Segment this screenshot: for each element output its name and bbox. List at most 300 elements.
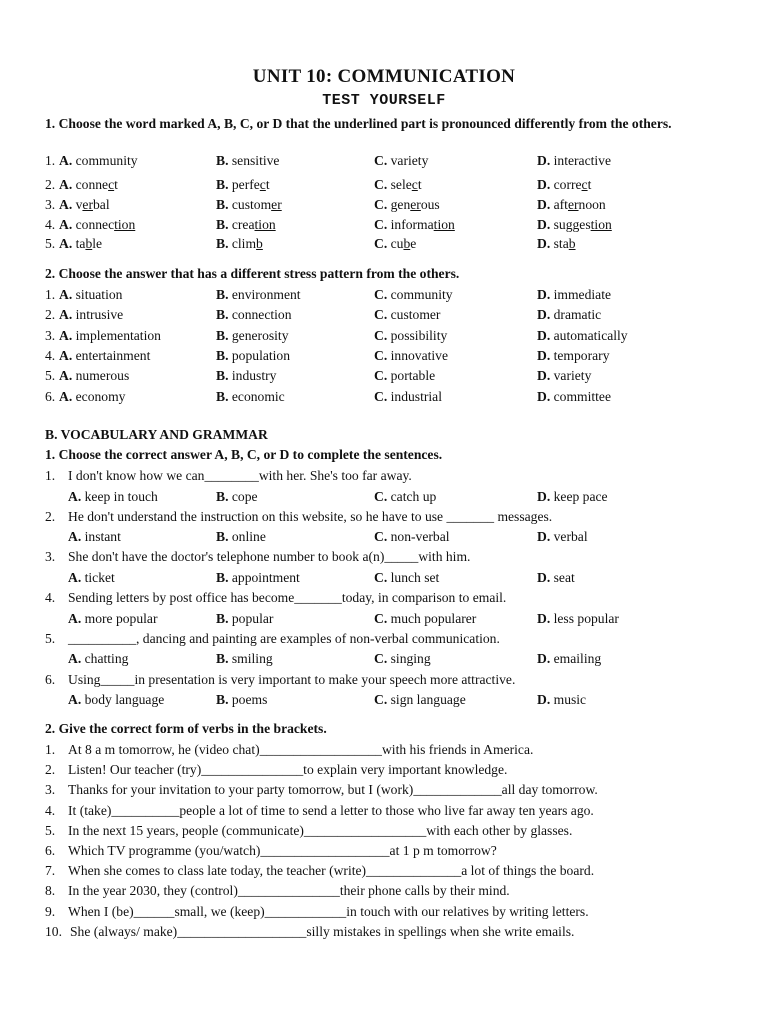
option-text: sensitive <box>231 153 280 168</box>
answer-option <box>216 691 267 709</box>
option-text: bal <box>92 197 110 212</box>
option-text: perfe <box>231 177 260 192</box>
option-text: automatically <box>553 327 628 343</box>
question-sentence <box>45 903 745 921</box>
answer-option <box>59 152 138 170</box>
option-letter: B. <box>216 327 229 343</box>
option-text: connec <box>75 217 115 232</box>
answer-option <box>216 569 300 587</box>
option-text: situation <box>75 287 123 302</box>
option-letter: C. <box>374 153 388 168</box>
question-sentence <box>45 467 745 485</box>
option-text: corre <box>553 177 582 192</box>
option-text: customer <box>390 307 441 323</box>
option-text: aft <box>553 197 568 212</box>
option-text: t <box>265 177 270 192</box>
option-letter: A. <box>59 347 73 363</box>
option-letter: B. <box>216 569 229 585</box>
answer-option <box>374 488 436 506</box>
page-subtitle: TEST YOURSELF <box>322 92 446 109</box>
answer-option <box>59 216 135 234</box>
option-letter: C. <box>374 529 388 545</box>
answer-option <box>537 327 628 345</box>
question-number: 3. <box>45 782 56 798</box>
question-number: 4. <box>45 217 56 232</box>
question-sentence <box>45 822 745 840</box>
answer-option <box>374 367 435 385</box>
question-number: 3. <box>45 197 56 212</box>
question-number: 5. <box>45 630 56 646</box>
option-text: sugges <box>553 217 591 232</box>
answer-option <box>374 610 476 628</box>
question-text: It (take)__________people a lot of time to send a letter to those who live far away ten years ago. <box>68 802 594 818</box>
question-text: Which TV programme (you/watch)___________________at 1 p m tomorrow? <box>68 843 497 858</box>
option-letter: A. <box>59 153 73 168</box>
question-text: In the year 2030, they (control)_______________their phone calls by their mind. <box>68 883 510 899</box>
underlined-part: tion <box>254 217 276 232</box>
option-text: cu <box>390 236 404 251</box>
option-text: ous <box>420 197 440 212</box>
question-number: 5. <box>45 822 56 838</box>
option-text: environment <box>231 287 301 302</box>
option-text: chatting <box>84 651 129 667</box>
option-text: sta <box>553 236 569 251</box>
section-b-heading: B. VOCABULARY AND GRAMMAR <box>45 427 268 442</box>
option-text: more popular <box>84 610 158 626</box>
option-text: ta <box>75 236 86 251</box>
answer-option <box>374 650 431 668</box>
section-b1-heading: 1. Choose the correct answer A, B, C, or D to complete the sentences. <box>45 447 443 462</box>
answer-option <box>374 528 450 546</box>
question-number: 2. <box>45 177 56 192</box>
option-text: portable <box>390 368 436 384</box>
option-letter: C. <box>374 307 388 323</box>
answer-option <box>374 286 453 304</box>
answer-option <box>216 286 301 304</box>
answer-option <box>216 347 290 365</box>
option-text: seat <box>553 569 575 585</box>
option-letter: D. <box>537 307 551 323</box>
option-text: gen <box>390 197 411 212</box>
options-row <box>45 610 745 628</box>
answer-option <box>374 327 447 345</box>
option-letter: B. <box>216 177 229 192</box>
answer-option <box>537 367 591 385</box>
underlined-part: c <box>108 177 115 192</box>
option-letter: C. <box>374 347 388 363</box>
option-text: keep pace <box>553 488 608 504</box>
option-letter: A. <box>59 368 73 384</box>
options-row <box>45 691 745 709</box>
options-row <box>45 488 745 506</box>
option-text: much popularer <box>390 610 477 626</box>
option-text: informa <box>390 217 434 232</box>
underlined-part: tion <box>590 217 612 232</box>
question-text: Thanks for your invitation to your party tomorrow, but I (work)_____________all day tomorrow. <box>68 782 598 798</box>
option-letter: A. <box>59 388 73 404</box>
option-text: t <box>114 177 118 192</box>
question-number: 1. <box>45 468 56 483</box>
question-text: Listen! Our teacher (try)_______________to explain very important knowledge. <box>68 762 508 778</box>
option-text: sign language <box>390 692 466 707</box>
option-letter: D. <box>537 217 551 232</box>
option-letter: B. <box>216 236 229 251</box>
answer-option <box>537 691 586 709</box>
option-letter: D. <box>537 651 551 667</box>
option-text: e <box>410 236 417 251</box>
options-row <box>45 650 745 668</box>
option-text: noon <box>578 197 606 212</box>
underlined-part: c <box>581 177 588 192</box>
answer-option <box>216 176 270 194</box>
option-text: custom <box>231 197 272 212</box>
option-text: popular <box>231 610 274 626</box>
option-text: singing <box>390 651 431 667</box>
answer-option <box>216 327 289 345</box>
option-text: v <box>75 197 83 212</box>
question-text: She (always/ make)___________________silly mistakes in spellings when she write emails. <box>70 923 575 939</box>
answer-option <box>537 650 601 668</box>
option-letter: C. <box>374 610 388 626</box>
answer-option <box>374 691 466 709</box>
question-number: 5. <box>45 236 56 251</box>
option-text: cope <box>231 488 258 504</box>
answer-option <box>374 196 440 214</box>
question-number: 6. <box>45 671 56 687</box>
option-text: music <box>553 692 587 707</box>
question-number: 5. <box>45 368 56 384</box>
option-letter: C. <box>374 388 388 404</box>
question-row <box>45 306 745 324</box>
answer-option <box>374 347 448 365</box>
underlined-part: tion <box>114 217 136 232</box>
answer-option <box>216 152 279 170</box>
answer-option <box>374 388 442 406</box>
question-number: 1. <box>45 287 56 302</box>
option-letter: B. <box>216 488 229 504</box>
answer-option <box>59 176 118 194</box>
answer-option <box>374 569 439 587</box>
question-sentence <box>45 842 745 860</box>
option-text: temporary <box>553 347 610 363</box>
question-row <box>45 347 745 365</box>
option-letter: B. <box>216 153 229 168</box>
question-sentence <box>45 862 745 880</box>
answer-option <box>59 286 122 304</box>
question-row <box>45 196 745 214</box>
question-number: 6. <box>45 388 56 404</box>
underlined-part: c <box>411 177 418 192</box>
question-sentence <box>45 761 745 779</box>
question-number: 2. <box>45 508 56 524</box>
underlined-part: b <box>568 236 576 251</box>
answer-option <box>374 306 440 324</box>
question-text: He don't understand the instruction on this website, so he have to use _______ messages. <box>68 508 553 524</box>
question-number: 4. <box>45 590 56 606</box>
option-letter: B. <box>216 529 229 545</box>
question-row <box>45 286 745 304</box>
option-letter: C. <box>374 569 388 585</box>
option-letter: B. <box>216 368 229 384</box>
answer-option <box>374 152 428 170</box>
option-letter: A. <box>59 217 73 232</box>
option-text: emailing <box>553 651 602 667</box>
option-letter: D. <box>537 488 551 504</box>
question-row <box>45 216 745 234</box>
option-text: industry <box>231 368 277 384</box>
option-letter: C. <box>374 236 388 251</box>
option-text: interactive <box>553 153 611 168</box>
answer-option <box>537 610 619 628</box>
option-text: sele <box>390 177 412 192</box>
option-text: implementation <box>75 327 161 343</box>
option-text: less popular <box>553 610 619 626</box>
underlined-part: tion <box>433 217 455 232</box>
option-letter: B. <box>216 307 229 323</box>
answer-option <box>537 388 611 406</box>
option-letter: D. <box>537 347 551 363</box>
question-text: When I (be)______small, we (keep)____________in touch with our relatives by writing letters. <box>68 903 589 919</box>
option-letter: B. <box>216 651 229 667</box>
answer-option <box>537 176 591 194</box>
option-text: economy <box>75 388 126 404</box>
answer-option <box>537 306 601 324</box>
option-text: verbal <box>553 529 588 545</box>
option-text: catch up <box>390 488 437 504</box>
option-letter: D. <box>537 153 551 168</box>
option-text: body language <box>84 692 165 707</box>
question-sentence <box>45 781 745 799</box>
question-row <box>45 235 745 253</box>
option-letter: D. <box>537 529 551 545</box>
answer-option <box>59 347 150 365</box>
option-text: t <box>417 177 422 192</box>
answer-option <box>537 152 611 170</box>
underlined-part: b <box>256 236 263 251</box>
underlined-part: er <box>271 197 282 212</box>
page-title: UNIT 10: COMMUNICATION <box>252 66 516 87</box>
question-text: I don't know how we can________with her. She's too far away. <box>68 468 412 483</box>
option-letter: A. <box>68 569 82 585</box>
option-text: non-verbal <box>390 529 450 545</box>
question-row <box>45 327 745 345</box>
answer-option <box>374 235 416 253</box>
question-number: 3. <box>45 327 56 343</box>
option-letter: B. <box>216 287 229 302</box>
option-letter: C. <box>374 692 388 707</box>
question-text: Sending letters by post office has become_______today, in comparison to email. <box>68 590 507 606</box>
option-letter: A. <box>59 236 73 251</box>
question-row <box>45 176 745 194</box>
answer-option <box>68 488 158 506</box>
option-letter: B. <box>216 217 229 232</box>
option-text: conne <box>75 177 109 192</box>
options-row <box>45 569 745 587</box>
option-text: smiling <box>231 651 273 667</box>
answer-option <box>537 196 606 214</box>
option-text: clim <box>231 236 257 251</box>
underlined-part: er <box>567 197 579 212</box>
underlined-part: b <box>403 236 411 251</box>
answer-option <box>59 388 125 406</box>
option-letter: D. <box>537 692 551 707</box>
question-text: __________, dancing and painting are examples of non-verbal communication. <box>68 630 500 646</box>
answer-option <box>374 216 455 234</box>
option-text: entertainment <box>75 347 151 363</box>
answer-option <box>59 306 123 324</box>
option-letter: B. <box>216 692 229 707</box>
option-text: variety <box>553 368 592 384</box>
option-letter: A. <box>68 529 82 545</box>
answer-option <box>216 650 273 668</box>
option-text: population <box>231 347 291 363</box>
option-text: online <box>231 529 266 545</box>
question-number: 7. <box>45 863 56 879</box>
option-text: numerous <box>75 368 130 384</box>
option-text: industrial <box>390 388 442 404</box>
answer-option <box>59 235 102 253</box>
answer-option <box>68 528 121 546</box>
option-text: lunch set <box>390 569 440 585</box>
answer-option <box>59 367 129 385</box>
option-letter: A. <box>59 197 73 212</box>
option-text: poems <box>231 692 268 707</box>
answer-option <box>216 306 292 324</box>
option-letter: D. <box>537 177 551 192</box>
answer-option <box>68 691 164 709</box>
option-text: crea <box>231 217 255 232</box>
question-row <box>45 388 745 406</box>
answer-option <box>68 569 115 587</box>
answer-option <box>537 528 588 546</box>
option-text: innovative <box>390 347 449 363</box>
option-letter: B. <box>216 610 229 626</box>
section-a1-heading: 1. Choose the word marked A, B, C, or D that the underlined part is pronounced differently from the others. <box>45 116 672 131</box>
question-sentence <box>45 671 745 689</box>
question-number: 4. <box>45 802 56 818</box>
answer-option <box>537 569 575 587</box>
question-number: 1. <box>45 153 56 168</box>
option-letter: C. <box>374 197 388 212</box>
option-letter: D. <box>537 236 551 251</box>
question-sentence <box>45 741 745 759</box>
question-number: 4. <box>45 347 56 363</box>
option-letter: B. <box>216 347 229 363</box>
answer-option <box>537 488 608 506</box>
option-text: economic <box>231 388 285 404</box>
question-text: When she comes to class late today, the teacher (write)______________a lot of things the board. <box>68 863 595 879</box>
answer-option <box>216 367 276 385</box>
answer-option <box>537 286 611 304</box>
option-letter: D. <box>537 287 551 302</box>
answer-option <box>216 216 276 234</box>
option-letter: D. <box>537 610 551 626</box>
option-text: variety <box>390 153 429 168</box>
answer-option <box>216 235 263 253</box>
option-text: community <box>390 287 453 302</box>
option-letter: C. <box>374 327 388 343</box>
underlined-part: b <box>85 236 93 251</box>
option-letter: D. <box>537 197 551 212</box>
option-text: intrusive <box>75 307 124 323</box>
answer-option <box>216 196 282 214</box>
option-letter: C. <box>374 287 388 302</box>
answer-option <box>68 650 128 668</box>
question-sentence <box>45 508 745 526</box>
question-number: 1. <box>45 742 56 757</box>
option-letter: A. <box>59 327 73 343</box>
option-letter: A. <box>68 610 82 626</box>
option-letter: D. <box>537 327 551 343</box>
option-letter: B. <box>216 197 229 212</box>
option-letter: C. <box>374 651 388 667</box>
question-sentence <box>45 802 745 820</box>
option-letter: C. <box>374 177 388 192</box>
option-text: instant <box>84 529 121 545</box>
answer-option <box>216 488 258 506</box>
section-a2-heading: 2. Choose the answer that has a different stress pattern from the others. <box>45 266 460 281</box>
question-text: She don't have the doctor's telephone number to book a(n)_____with him. <box>68 549 471 565</box>
question-row <box>45 367 745 385</box>
question-text: At 8 a m tomorrow, he (video chat)__________________with his friends in America. <box>68 742 534 757</box>
question-number: 3. <box>45 549 56 565</box>
question-number: 9. <box>45 903 56 919</box>
question-number: 2. <box>45 307 56 323</box>
option-letter: A. <box>68 651 82 667</box>
question-text: In the next 15 years, people (communicate)__________________with each other by glasses. <box>68 822 573 838</box>
question-sentence <box>45 630 745 648</box>
option-text: committee <box>553 388 612 404</box>
answer-option <box>537 235 576 253</box>
option-text: keep in touch <box>84 488 158 504</box>
question-sentence <box>45 882 745 900</box>
question-number: 6. <box>45 843 56 858</box>
answer-option <box>537 347 610 365</box>
option-text: appointment <box>231 569 300 585</box>
option-letter: C. <box>374 488 388 504</box>
underlined-part: c <box>259 177 266 192</box>
option-letter: A. <box>59 287 73 302</box>
options-row <box>45 528 745 546</box>
answer-option <box>216 388 285 406</box>
question-number: 2. <box>45 762 56 778</box>
question-text: Using_____in presentation is very important to make your speech more attractive. <box>68 671 516 687</box>
option-letter: A. <box>59 177 73 192</box>
option-letter: A. <box>59 307 73 323</box>
answer-option <box>59 196 110 214</box>
underlined-part: er <box>82 197 93 212</box>
option-text: ticket <box>84 569 115 585</box>
question-number: 10. <box>45 923 62 939</box>
option-letter: D. <box>537 388 551 404</box>
answer-option <box>537 216 612 234</box>
option-letter: C. <box>374 217 388 232</box>
question-sentence <box>45 548 745 566</box>
answer-option <box>374 176 422 194</box>
question-sentence <box>45 589 745 607</box>
underlined-part: er <box>410 197 421 212</box>
option-text: le <box>92 236 103 251</box>
answer-option <box>68 610 157 628</box>
option-letter: D. <box>537 368 551 384</box>
option-text: immediate <box>553 287 612 302</box>
option-letter: C. <box>374 368 388 384</box>
question-row <box>45 152 745 170</box>
section-b2-heading: 2. Give the correct form of verbs in the brackets. <box>45 721 327 736</box>
option-letter: A. <box>68 692 82 707</box>
option-text: dramatic <box>553 307 602 323</box>
option-text: connection <box>231 307 292 323</box>
